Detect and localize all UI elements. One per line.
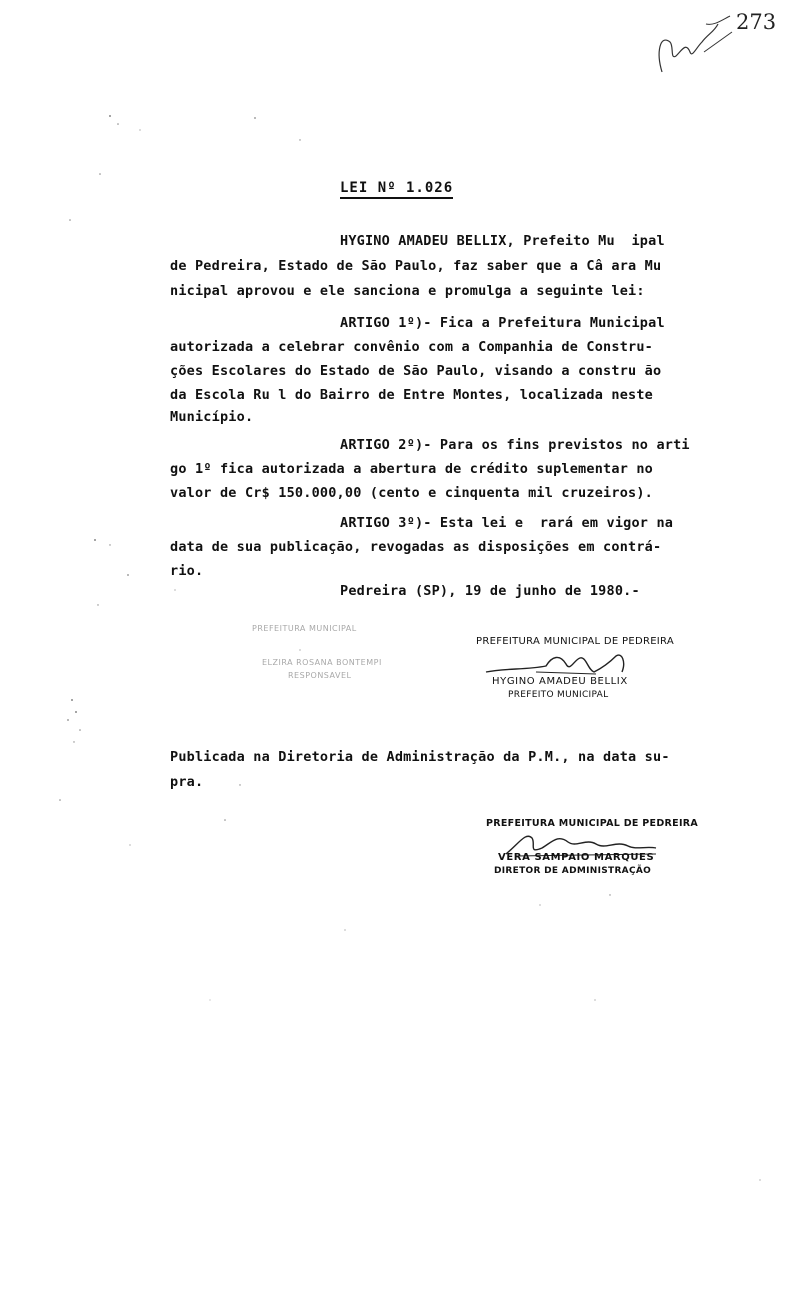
body-line: ções Escolares do Estado de São Paulo, visando a constru ão — [170, 363, 662, 379]
faded-stamp-line: PREFEITURA MUNICIPAL — [252, 624, 357, 633]
article-2-heading: ARTIGO 2º)- Para os fins previstos no arti — [340, 437, 690, 453]
stamp-role: PREFEITO MUNICIPAL — [508, 690, 609, 700]
stamp-name: VERA SAMPAIO MARQUES — [498, 852, 655, 863]
publication-line: pra. — [170, 774, 204, 790]
body-line: autorizada a celebrar convênio com a Companhia de Constru- — [170, 339, 654, 355]
body-line: rio. — [170, 563, 204, 579]
page-number: 273 — [736, 10, 777, 34]
article-1-heading: ARTIGO 1º)- Fica a Prefeitura Municipal — [340, 315, 665, 331]
publication-line: Publicada na Diretoria de Administração da P.M., na data su- — [170, 749, 670, 765]
document-title: LEI Nº 1.026 — [340, 180, 453, 199]
date-line: Pedreira (SP), 19 de junho de 1980.- — [340, 583, 640, 599]
article-3-heading: ARTIGO 3º)- Esta lei e rará em vigor na — [340, 515, 674, 531]
body-line: HYGINO AMADEU BELLIX, Prefeito Mu ipal — [340, 233, 665, 249]
director-stamp — [486, 810, 699, 890]
body-line: da Escola Ru l do Bairro de Entre Montes, localizada neste — [170, 387, 654, 403]
stamp-role: DIRETOR DE ADMINISTRAÇÃO — [494, 866, 652, 876]
body-line: de Pedreira, Estado de São Paulo, faz saber que a Câ ara Mu — [170, 258, 662, 274]
faded-stamp-line: ELZIRA ROSANA BONTEMPI — [262, 658, 382, 667]
body-line: nicipal aprovou e ele sanciona e promulga a seguinte lei: — [170, 283, 645, 299]
mayor-stamp — [476, 636, 676, 706]
faded-stamp-line: RESPONSAVEL — [288, 671, 352, 680]
handwritten-initial-icon — [652, 12, 742, 82]
body-line: go 1º fica autorizada a abertura de crédito suplementar no — [170, 461, 654, 477]
body-line: data de sua publicação, revogadas as disposições em contrá- — [170, 539, 662, 555]
stamp-institution: PREFEITURA MUNICIPAL DE PEDREIRA — [486, 818, 699, 829]
stamp-name: HYGINO AMADEU BELLIX — [492, 676, 628, 687]
body-line: Município. — [170, 409, 254, 425]
stamp-institution: PREFEITURA MUNICIPAL DE PEDREIRA — [476, 636, 675, 647]
body-line: valor de Cr$ 150.000,00 (cento e cinquenta mil cruzeiros). — [170, 485, 654, 501]
